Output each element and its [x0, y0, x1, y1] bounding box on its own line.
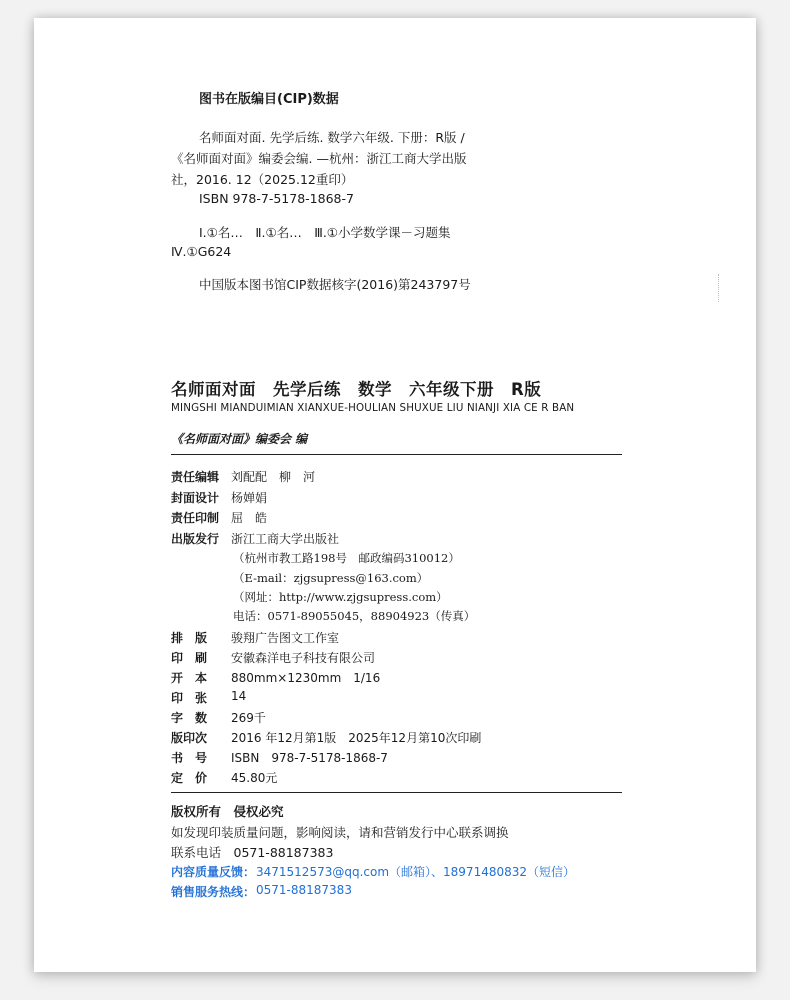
rights-notice: 如发现印装质量问题，影响阅读，请和营销发行中心联系调换: [171, 825, 509, 840]
publisher-address: （杭州市教工路198号 邮政编码310012）: [233, 551, 460, 565]
spec-label: 排 版: [171, 631, 208, 645]
credit-label: 责任印制: [171, 511, 220, 525]
divider: [171, 792, 622, 793]
credit-value: 杨婵娟: [231, 491, 268, 505]
cip-isbn: ISBN 978-7-5178-1868-7: [199, 191, 354, 206]
rights-title: 版权所有 侵权必究: [171, 804, 284, 819]
spec-value: ISBN 978-7-5178-1868-7: [231, 751, 388, 765]
spec-value: 骏翔广告图文工作室: [231, 631, 340, 645]
spec-value: 安徽森洋电子科技有限公司: [231, 651, 376, 665]
spec-label: 字 数: [171, 711, 208, 725]
spec-label: 书 号: [171, 751, 208, 765]
cip-line: 社，2016. 12（2025.12重印）: [171, 172, 354, 187]
sales-hotline-value: 0571-88187383: [256, 883, 352, 897]
content-feedback-label: 内容质量反馈：: [171, 865, 256, 879]
spec-value: 14: [231, 689, 247, 703]
book-title-pinyin: MINGSHI MIANDUIMIAN XIANXUE-HOULIAN SHUXUE LIU NIANJI XIA CE R BAN: [171, 402, 575, 414]
publisher-phone: 电话：0571-89055045，88904923（传真）: [233, 609, 476, 623]
cip-subjects: Ⅰ.①名… Ⅱ.①名… Ⅲ.①小学数学课－习题集: [199, 225, 451, 240]
publisher-website: （网址：http://www.zjgsupress.com）: [233, 590, 448, 604]
content-feedback-value: 3471512573@qq.com（邮箱）、18971480832（短信）: [256, 865, 576, 879]
spec-value: 45.80元: [231, 771, 278, 785]
sales-hotline-label: 销售服务热线：: [171, 885, 256, 899]
credit-label: 出版发行: [171, 532, 220, 546]
spec-label: 版印次: [171, 731, 208, 745]
cip-number: 中国版本图书馆CIP数据核字(2016)第243797号: [199, 277, 471, 292]
book-title: 名师面对面 先学后练 数学 六年级下册 R版: [171, 380, 542, 399]
page-edge-mark: [718, 274, 720, 302]
credit-label: 责任编辑: [171, 470, 220, 484]
credit-value: 刘配配 柳 河: [231, 470, 316, 484]
divider: [171, 454, 622, 455]
cip-classification: Ⅳ.①G624: [171, 244, 232, 259]
credit-label: 封面设计: [171, 491, 220, 505]
publisher-name: 浙江工商大学出版社: [231, 532, 340, 546]
cip-line: 《名师面对面》编委会编. —杭州：浙江工商大学出版: [171, 151, 467, 166]
spec-value: 269千: [231, 711, 266, 725]
credit-value: 屈 皓: [231, 511, 268, 525]
copyright-page: [34, 18, 756, 972]
book-editor: 《名师面对面》编委会 编: [171, 432, 308, 446]
cip-heading: 图书在版编目(CIP)数据: [199, 92, 339, 107]
spec-value: 880mm×1230mm 1/16: [231, 671, 381, 685]
spec-label: 印 刷: [171, 651, 208, 665]
publisher-email: （E-mail：zjgsupress@163.com）: [233, 571, 429, 585]
spec-label: 定 价: [171, 771, 208, 785]
spec-label: 印 张: [171, 691, 208, 705]
spec-label: 开 本: [171, 671, 208, 685]
rights-phone: 联系电话 0571-88187383: [171, 845, 334, 860]
cip-line: 名师面对面. 先学后练. 数学六年级. 下册：R版 /: [199, 130, 465, 145]
spec-value: 2016 年12月第1版 2025年12月第10次印刷: [231, 731, 482, 745]
